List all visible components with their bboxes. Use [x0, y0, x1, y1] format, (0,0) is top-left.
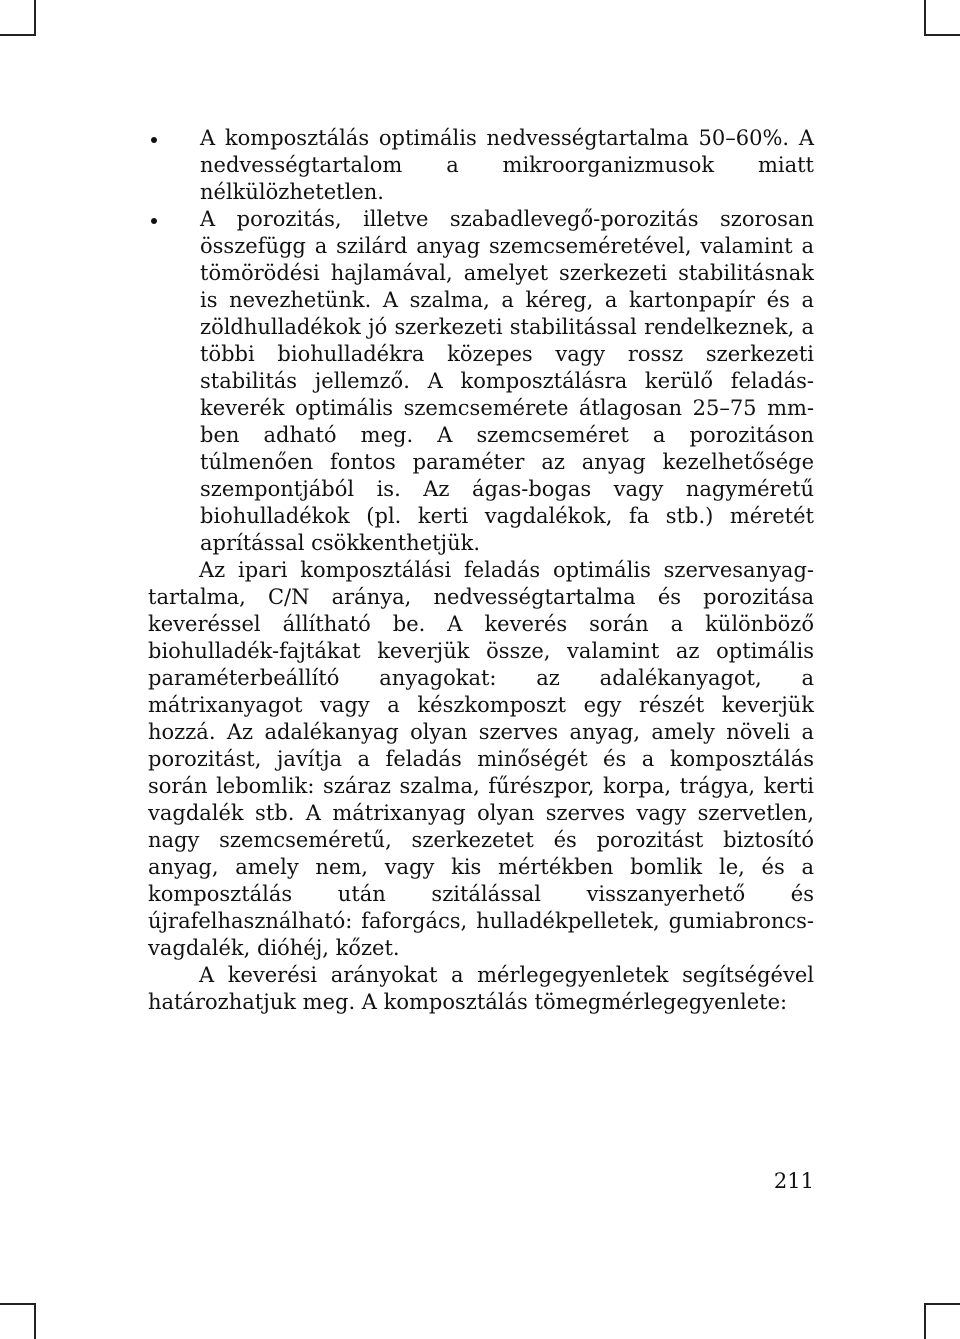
crop-mark-bottom-left [0, 1303, 36, 1305]
crop-mark-top-right [924, 34, 960, 36]
crop-mark-bottom-right [924, 1303, 926, 1339]
crop-mark-top-left [34, 0, 36, 36]
crop-mark-bottom-left [34, 1303, 36, 1339]
paragraph-mixing: Az ipari komposztálási feladás optimális szervesanyag-tartalma, C/N aránya, nedvességtartalma és porozitása keveréssel állítható be. A keverés során a különböző biohulladék-fajtákat keverjük össze, valamint az optimális paraméterbeállító anyagokat: az adalékanyagot, a mátrixanyagot vagy a készkomposzt egy részét keverjük hozzá. Az adalékanyag olyan szerves anyag, amely növeli a porozitást, javítja a feladás minőségét és a komposztálás során lebomlik: száraz szalma, fűrészpor, korpa, trágya, kerti vagdalék stb. A mátrixanyag olyan szerves vagy szervetlen, nagy szemcseméretű, szerkezetet és porozitást biztosító anyag, amely nem, vagy kis mértékben bomlik le, és a komposztálás után szitálással visszanyerhető és újrafelhasználható: faforgács, hulladékpelletek, gumiabroncs-vagdalék, dióhéj, kőzet. [148, 558, 814, 960]
paragraph-mass-balance: A keverési arányokat a mérlegegyenletek segítségével határozhatjuk meg. A komposztálás tömegmérlegegyenlete: [148, 963, 814, 1014]
bullet-list [148, 125, 814, 557]
crop-mark-bottom-right [924, 1303, 960, 1305]
bullet-item-porosity: A porozitás, illetve szabadlevegő-porozitás szorosan összefügg a szilárd anyag szemcseméretével, valamint a tömörödési hajlamával, amelyet szerkezeti stabilitásnak is nevezhetünk. A szalma, a kéreg, a kartonpapír és a zöldhulladékok jó szerkezeti stabilitással rendelkeznek, a többi biohulladékra közepes vagy rossz szerkezeti stabilitás jellemző. A komposztálásra kerülő feladás-keverék optimális szemcsemérete átlagosan 25–75 mm-ben adható meg. A szemcseméret a porozitáson túlmenően fontos paraméter az anyag kezelhetősége szempontjából is. Az ágas-bogas vagy nagyméretű biohulladékok (pl. kerti vagdalékok, fa stb.) méretét aprítással csökkenthetjük. [148, 206, 814, 557]
crop-mark-top-left [0, 34, 36, 36]
page-number: 211 [773, 1169, 814, 1193]
bullet-item-moisture: A komposztálás optimális nedvességtartalma 50–60%. A nedvességtartalom a mikroorganizmusok miatt nélkülözhetetlen. [148, 125, 814, 206]
crop-mark-top-right [924, 0, 926, 36]
page-body [148, 125, 814, 1016]
